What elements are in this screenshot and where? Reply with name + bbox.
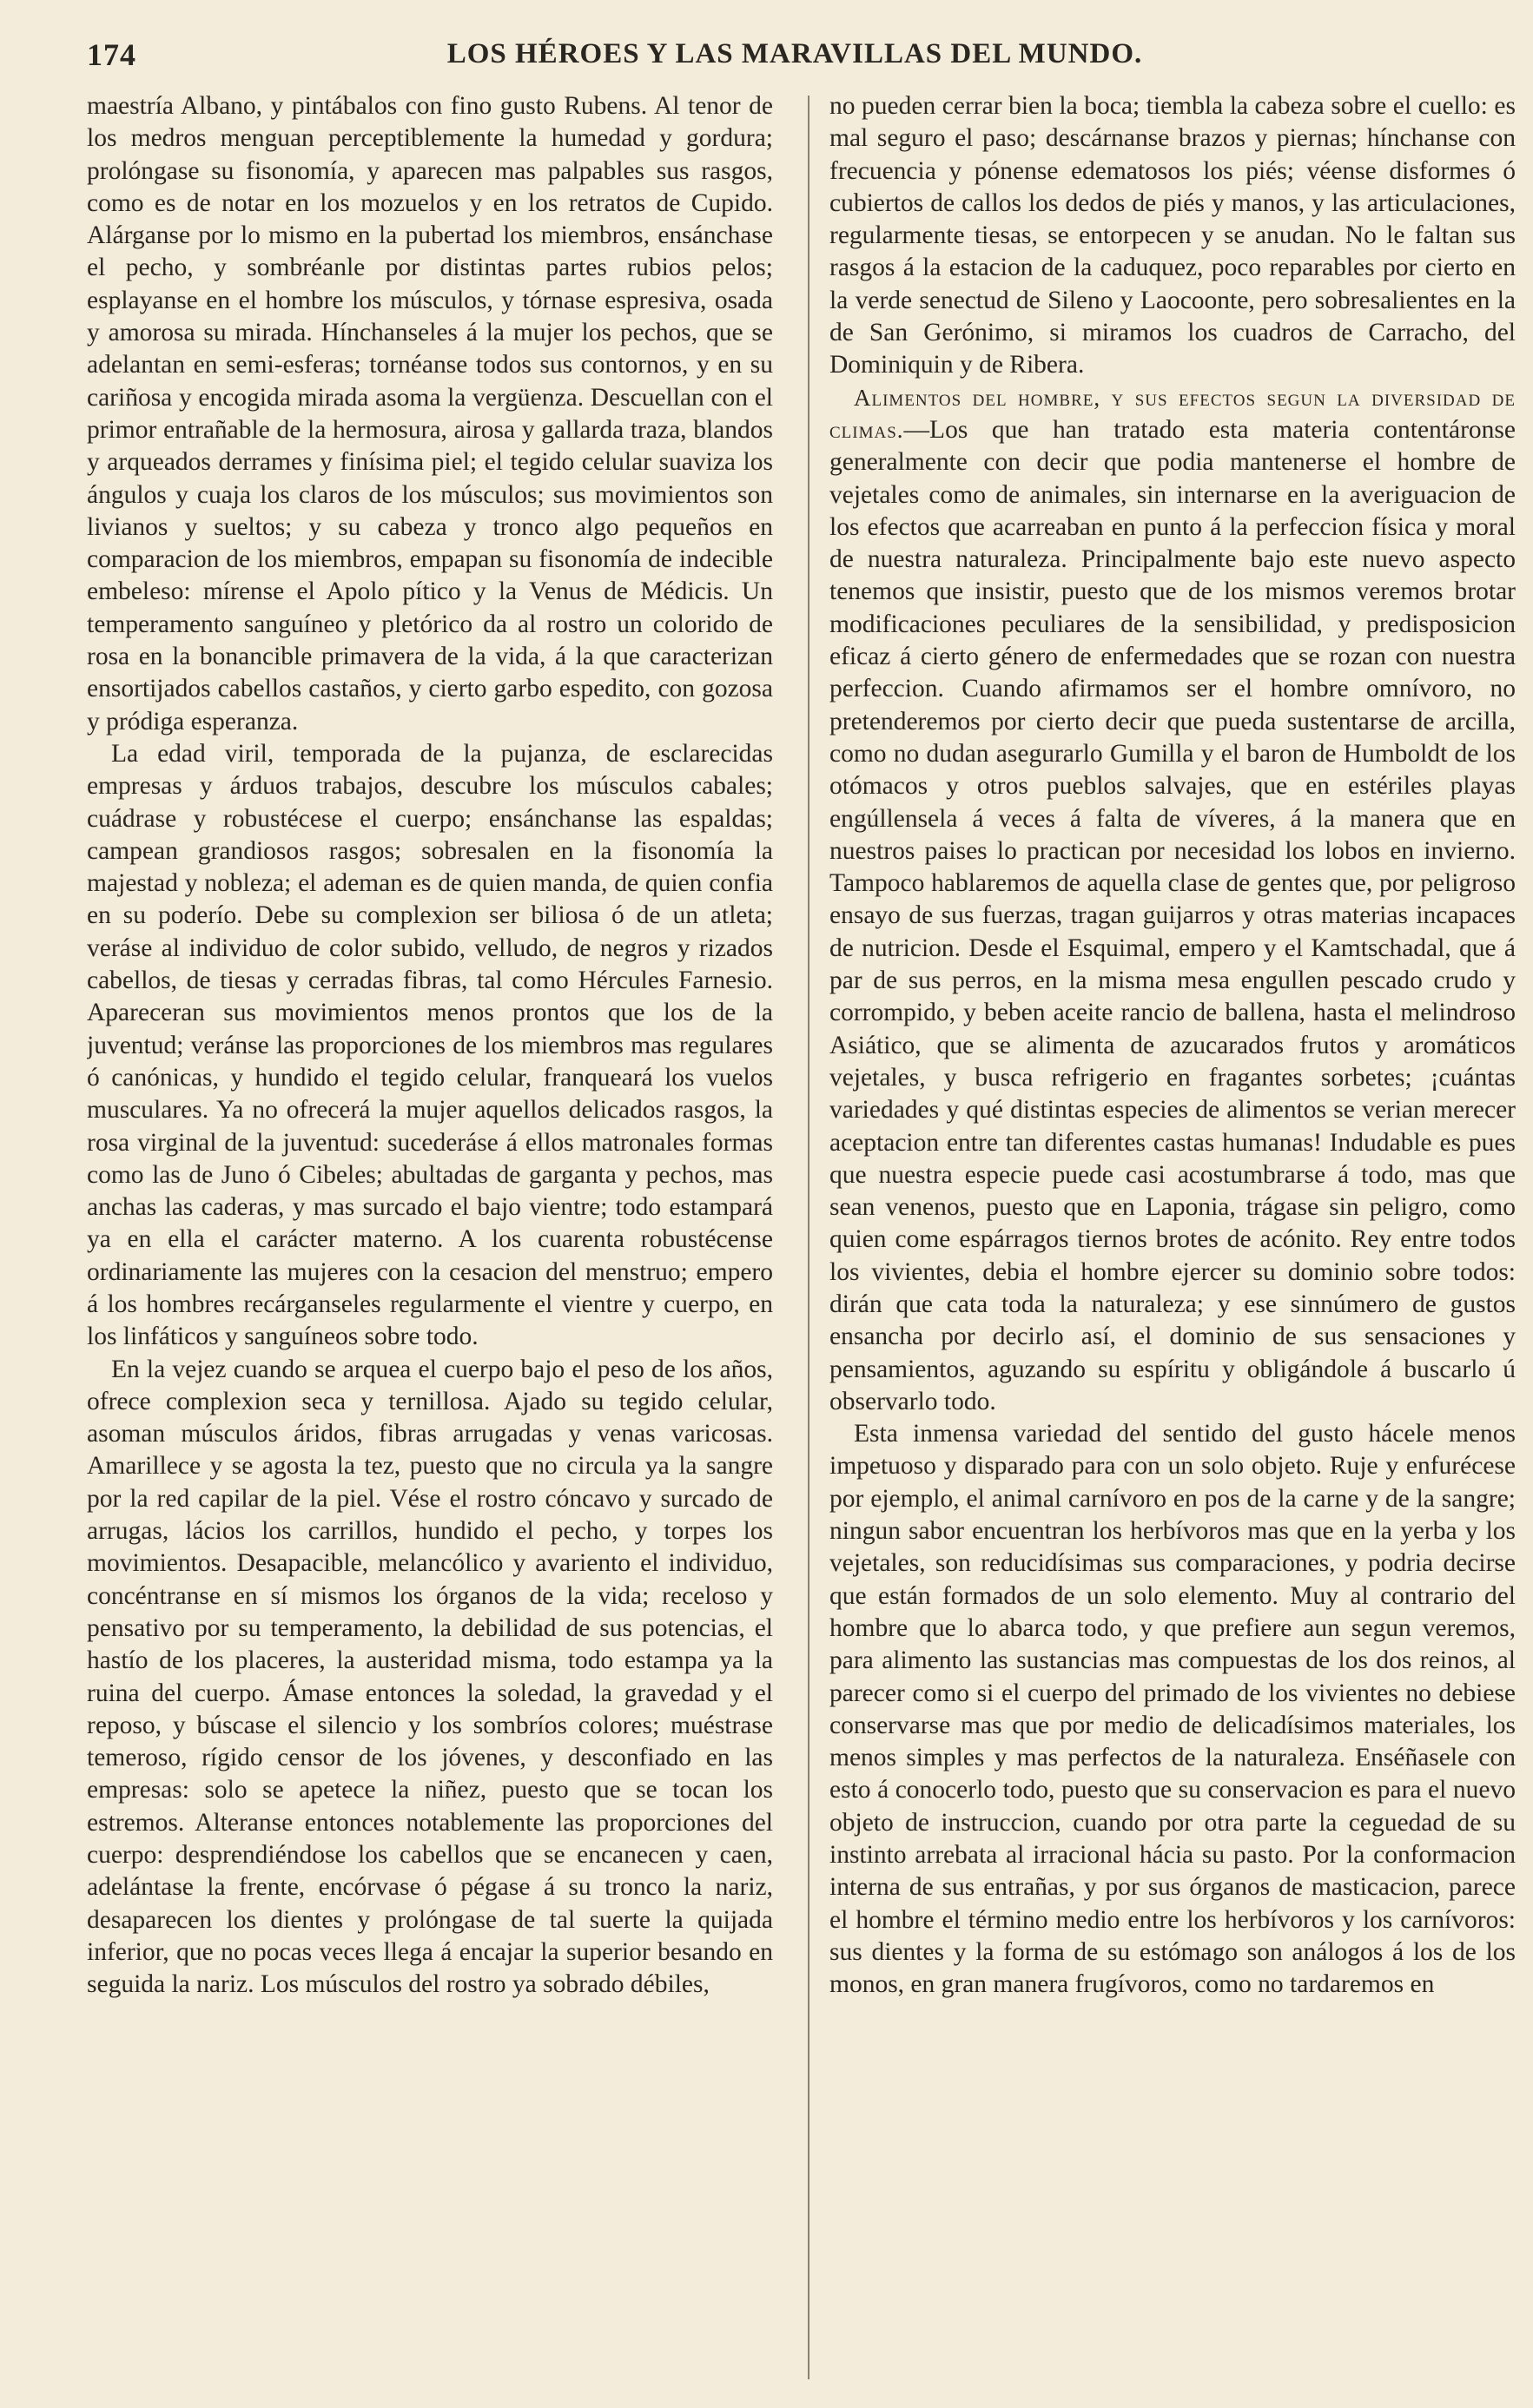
section-text: —Los que han tratado esta materia contentáronse generalmente con decir que podia mantenerse el hombre de vejetales como de animales, sin internarse en la averiguacion de los efectos que acarreaban en punto á la perfeccion física y moral de nuestra naturaleza. Principalmente bajo este nuevo aspecto tenemos que insistir, puesto que de los mismos veremos brotar modificaciones peculiares de la sensibilidad, y predisposicion eficaz á cierto género de enfermedades que se rozan con nuestra perfeccion. Cuando afirmamos ser el hombre omnívoro, no pretenderemos por cierto decir que pueda sustentarse de arcilla, como no dudan asegurarlo Gumilla y el baron de Humboldt de los otómacos y otros pueblos salvajes, que en estériles playas engúllensela á veces á falta de víveres, á la manera que en nuestros paises lo practican por necesidad los lobos en invierno. Tampoco hablaremos de aquella clase de gentes que, por peligroso ensayo de sus fuerzas, tragan guijarros y otras materias incapaces de nutricion. Desde el Esquimal, empero y el Kamtschadal, que á par de sus perros, en la misma mesa engullen pescado crudo y corrompido, y beben aceite rancio de ballena, hasta el melindroso Asiático, que se alimenta de azucarados frutos y aromáticos vejetales, y busca refrigerio en fragantes sorbetes; ¡cuántas variedades y qué distintas especies de alimentos se verian merecer aceptacion entre tan diferentes castas humanas! Indudable es pues que nuestra especie puede casi acostumbrarse á todo, mas que sean venenos, puesto que en Laponia, trágase sin peligro, como quien come espárragos tiernos brotes de acónito. Rey entre todos los vivientes, debia el hombre ejercer su dominio sobre todos: dirán que cata toda la naturaleza; y ese sinnúmero de gustos ensancha por decirlo así, el dominio de sus sensaciones y pensamientos, aguzando su espíritu y obligándole á buscarlo ú observarlo todo. bbox=[829, 415, 1516, 1415]
right-column bbox=[829, 90, 1516, 2383]
paragraph: La edad viril, temporada de la pujanza, de esclarecidas empresas y árduos trabajos, descubre los músculos cabales; cuádrase y robustécese el cuerpo; ensánchanse las espaldas; campean grandiosos rasgos; sobresalen en la fisonomía la majestad y nobleza; el ademan es de quien manda, de quien confia en su poderío. Debe su complexion ser biliosa ó de un atleta; veráse al individuo de color subido, velludo, de negros y rizados cabellos, de tiesas y cerradas fibras, tal como Hércules Farnesio. Apareceran sus movimientos menos prontos que los de la juventud; veránse las proporciones de los miembros mas regulares ó canónicas, y hundido el tegido celular, franqueará los vuelos musculares. Ya no ofrecerá la mujer aquellos delicados rasgos, la rosa virginal de la juventud: sucederáse á ellos matronales formas como las de Juno ó Cibeles; abultadas de garganta y pechos, mas anchas las caderas, y mas surcado el bajo vientre; todo estampará ya en ella el carácter materno. A los cuarenta robustécense ordinariamente las mujeres con la cesacion del menstruo; empero á los hombres recárganseles regularmente el vientre y cuerpo, en los linfáticos y sanguíneos sobre todo. bbox=[87, 739, 773, 1351]
running-title: LOS HÉROES Y LAS MARAVILLAS DEL MUNDO. bbox=[446, 38, 1143, 69]
section-heading: Alimentos del hombre, y sus efectos segun la diversidad de climas. bbox=[829, 384, 1516, 443]
section-paragraph bbox=[829, 382, 1516, 1419]
paragraph: En la vejez cuando se arquea el cuerpo bajo el peso de los años, ofrece complexion seca y ternillosa. Ajado su tegido celular, asoman músculos áridos, fibras arrugadas y venas varicosas. Amarillece y se agosta la tez, puesto que no circula ya la sangre por la red capilar de la piel. Vése el rostro cóncavo y surcado de arrugas, lácios los carrillos, hundido el pecho, y torpes los movimientos. Desapacible, melancólico y avariento el individuo, concéntranse en sí mismos los órganos de la vida; receloso y pensativo por su temperamento, la debilidad de sus potencias, el hastío de los placeres, la austeridad misma, todo estampa ya la ruina del cuerpo. Ámase entonces la soledad, la gravedad y el reposo, y búscase el silencio y los sombríos colores; muéstrase temeroso, rígido censor de los jóvenes, y desconfiado en las empresas: solo se apetece la niñez, puesto que se tocan los estremos. Alteranse entonces notablemente las proporciones del cuerpo: desprendiéndose los cabellos que se encanecen y caen, adelántase la frente, encórvase ó pégase á su tronco la nariz, desaparecen los dientes y prolóngase de tal suerte la quijada inferior, que no pocas veces llega á encajar la superior besando en seguida la nariz. Los músculos del rostro ya sobrado débiles, bbox=[87, 1355, 773, 1999]
page-number: 174 bbox=[87, 37, 136, 72]
page-header bbox=[87, 36, 1503, 85]
column-divider bbox=[808, 96, 809, 2379]
paragraph: Esta inmensa variedad del sentido del gusto hácele menos impetuoso y disparado para con un solo objeto. Ruje y enfurécese por ejemplo, el animal carnívoro en pos de la carne y de la sangre; ningun sabor encuentran los herbívoros mas que en la yerba y los vejetales, son reducidísimas sus comparaciones, y podria decirse que están formados de un solo elemento. Muy al contrario del hombre que lo abarca todo, y que prefiere aun segun veremos, para alimento las sustancias mas compuestas de los dos reinos, al parecer como si el cuerpo del primado de los vivientes no debiese conservarse mas que por medio de delicadísimos materiales, los menos simples y mas perfectos de la naturaleza. Enséñasele con esto á conocerlo todo, puesto que su conservacion es para el nuevo objeto de instruccion, cuando por otra parte la ceguedad de su instinto arrebata al irracional hácia su pasto. Por la conformacion interna de sus entrañas, y por sus órganos de masticacion, parece el hombre el término medio entre los herbívoros y los carnívoros: sus dientes y la forma de su estómago son análogos á los de los monos, en gran manera frugívoros, como no tardaremos en bbox=[829, 1420, 1516, 1999]
left-column bbox=[87, 90, 773, 2383]
paragraph: maestría Albano, y pintábalos con fino gusto Rubens. Al tenor de los medros menguan perceptiblemente la humedad y gordura; prolóngase su fisonomía, y aparecen mas palpables sus rasgos, como es de notar en los mozuelos y en los retratos de Cupido. Alárganse por lo mismo en la pubertad los miembros, ensánchase el pecho, y sombréanle por distintas partes rubios pelos; esplayanse en el hombre los músculos, y tórnase espresiva, osada y amorosa su mirada. Hínchanseles á la mujer los pechos, que se adelantan en semi-esferas; tornéanse todos sus contornos, y en su cariñosa y encogida mirada asoma la vergüenza. Descuellan con el primor entrañable de la hermosura, airosa y gallarda traza, blandos y arqueados derrames y finísima piel; el tegido celular suaviza los ángulos y cuaja los claros de los músculos; sus movimientos son livianos y sueltos; y su cabeza y tronco algo pequeños en comparacion de los miembros, empapan su fisonomía de indecible embeleso: mírense el Apolo pítico y la Venus de Médicis. Un temperamento sanguíneo y pletórico da al rostro un colorido de rosa en la bonancible primavera de la vida, á la que caracterizan ensortijados cabellos castaños, y cierto garbo espedito, con gozosa y pródiga esperanza. bbox=[87, 92, 773, 736]
paragraph: no pueden cerrar bien la boca; tiembla la cabeza sobre el cuello: es mal seguro el paso; descárnanse brazos y piernas; hínchanse con frecuencia y pónense edematosos los piés; véense disformes ó cubiertos de callos los dedos de piés y manos, y las articulaciones, regularmente tiesas, se entorpecen y se anudan. No le faltan sus rasgos á la estacion de la caduquez, poco reparables por cierto en la verde senectud de Sileno y Laocoonte, pero sobresalientes en la de San Gerónimo, si miramos los cuadros de Carracho, del Dominiquin y de Ribera. bbox=[829, 92, 1516, 379]
